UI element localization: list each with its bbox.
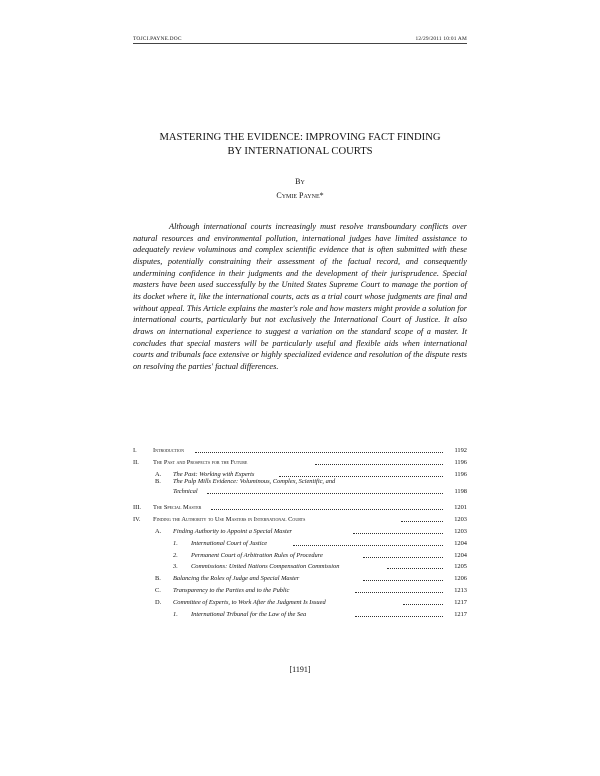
toc-number: 1. <box>173 539 178 547</box>
article-title <box>120 131 480 159</box>
toc-number: B. <box>155 575 161 583</box>
author-name: Cymie Payne* <box>276 191 324 200</box>
toc-page: 1198 <box>454 488 467 496</box>
toc-page: 1203 <box>454 527 467 535</box>
toc-leader <box>401 521 443 522</box>
toc-title: Introduction <box>153 447 185 454</box>
table-of-contents <box>133 443 467 618</box>
article-title-line-2: BY INTERNATIONAL COURTS <box>227 146 373 157</box>
toc-entry <box>133 467 467 479</box>
toc-page: 1204 <box>454 551 467 559</box>
toc-number: 1. <box>173 610 178 618</box>
toc-leader <box>279 476 443 477</box>
toc-entry <box>133 524 467 536</box>
toc-number: A. <box>155 470 162 478</box>
toc-number: 3. <box>173 563 178 571</box>
toc-number: D. <box>155 598 162 606</box>
page-number: [1191] <box>289 665 311 674</box>
toc-number: C. <box>155 586 161 594</box>
toc-title: Transparency to the Parties and to the Public <box>173 586 290 594</box>
toc-number: III. <box>133 504 141 512</box>
toc-title-line-2: Technical <box>173 488 198 496</box>
toc-leader <box>355 616 443 617</box>
toc-entry <box>133 548 467 560</box>
toc-entry <box>133 500 467 512</box>
toc-page: 1217 <box>454 610 467 618</box>
toc-page: 1205 <box>454 563 467 571</box>
toc-entry <box>133 583 467 595</box>
toc-title: Finding the Authority to Use Masters in International Courts <box>153 516 306 524</box>
toc-title: International Tribunal for the Law of the Sea <box>191 610 307 618</box>
toc-leader <box>387 568 443 569</box>
toc-number: 2. <box>173 551 178 559</box>
toc-leader <box>195 452 443 453</box>
toc-leader <box>207 493 443 494</box>
toc-page: 1196 <box>454 458 467 466</box>
toc-number: B. <box>155 478 161 486</box>
byline-by: By <box>295 177 305 186</box>
toc-leader <box>293 545 443 546</box>
toc-page: 1196 <box>454 470 467 478</box>
toc-page: 1217 <box>454 598 467 606</box>
toc-leader <box>353 533 443 534</box>
toc-number: A. <box>155 527 162 535</box>
abstract: Although international courts increasingly must resolve transboundary conflicts over natural resources and environmental pollution, international judges have limited assistance to adequately review voluminous and complex scientific evidence that is often submitted with these disputes, potentially constraining their assessment of the factual record, and consequently undermining confidence in their judgments and the development of their jurisprudence. Special masters have been used successfully by the United States Supreme Court to manage the portion of its docket where it, like the international courts, acts as a trial court whose judgments are final and without appeal. This Article explains the master's role and how masters might provide a solution for international courts, particularly but not exclusively the International Court of Justice. It also draws on international experience to suggest a variation on the standard scope of a master. It concludes that special masters will be particularly useful and flexible aids when international courts and tribunals face extensive or highly specialized evidence and resolution of the dispute rests on resolving the parties' factual differences. <box>133 222 467 371</box>
toc-title: Finding Authority to Appoint a Special Master <box>173 527 293 535</box>
toc-title: The Past and Prospects for the Future <box>153 458 248 466</box>
toc-title: Permanent Court of Arbitration Rules of Procedure <box>191 551 323 559</box>
toc-leader <box>315 464 443 465</box>
header-right: 12/29/2011 10:01 AM <box>415 36 467 42</box>
toc-page: 1203 <box>454 516 467 524</box>
toc-number: II. <box>133 458 139 466</box>
running-header <box>133 36 467 44</box>
toc-leader <box>363 557 443 558</box>
toc-leader <box>211 509 443 510</box>
toc-entry <box>133 455 467 467</box>
toc-number: I. <box>133 447 137 454</box>
toc-entry <box>133 536 467 548</box>
toc-title: Balancing the Roles of Judge and Special Master <box>173 575 300 583</box>
toc-page: 1213 <box>454 586 467 594</box>
toc-title-line-1: The Pulp Mills Evidence: Voluminous, Complex, Scientific, and <box>173 478 336 486</box>
toc-entry <box>133 512 467 524</box>
toc-entry <box>133 595 467 607</box>
toc-title: International Court of Justice <box>191 539 268 547</box>
toc-entry <box>133 607 467 619</box>
toc-page: 1206 <box>454 575 467 583</box>
toc-entry <box>133 443 467 455</box>
toc-leader <box>403 604 443 605</box>
toc-title: The Past: Working with Experts <box>173 470 255 478</box>
toc-entry <box>133 571 467 583</box>
toc-page: 1204 <box>454 539 467 547</box>
toc-leader <box>355 592 443 593</box>
header-left: TOJCI.PAYNE.DOC <box>133 36 182 42</box>
toc-title: The Special Master <box>153 504 202 512</box>
toc-title: Commissions: United Nations Compensation Commission <box>191 563 340 571</box>
toc-page: 1201 <box>454 504 467 512</box>
article-title-line-1: MASTERING THE EVIDENCE: IMPROVING FACT FINDING <box>159 132 441 143</box>
toc-title: Committee of Experts, to Work After the Judgment Is Issued <box>173 598 326 606</box>
toc-number: IV. <box>133 516 141 524</box>
toc-entry <box>133 559 467 571</box>
toc-page: 1192 <box>454 447 467 454</box>
toc-leader <box>363 580 443 581</box>
toc-entry <box>133 478 467 500</box>
